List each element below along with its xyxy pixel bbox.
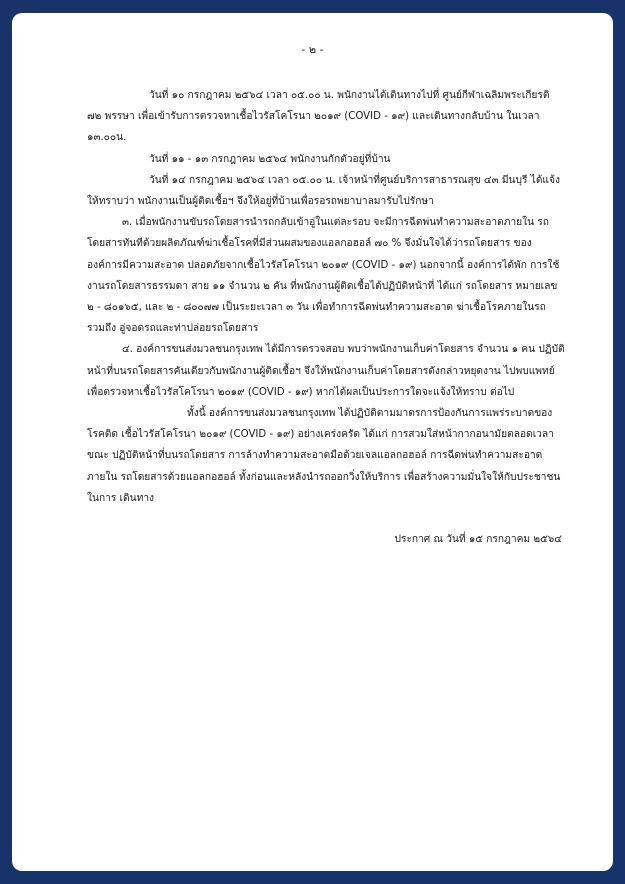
paragraph-item-4: ๔. องค์การขนส่งมวลชนกรุงเทพ ได้มีการตรวจสอบ พบว่าพนักงานเก็บค่าโดยสาร จำนวน ๑ คน ปฏิบัติหน้าที่บนรถโดยสารคันเดียวกับพนักงานผู้ติดเชื้อฯ จึงให้พนักงานเก็บค่าโดยสารดังกล่าวหยุดงาน ไปพบแพทย์ เพื่อตรวจหาเชื้อไวรัสโคโรนา ๒๐๑๙ (COVID - ๑๙) หากได้ผลเป็นประการใดจะแจ้งให้ทราบ ต่อไป xyxy=(87,344,565,398)
paragraph-july-11-13: วันที่ ๑๑ - ๑๓ กรกฎาคม ๒๕๖๔ พนักงานกักตัวอยู่ที่บ้าน xyxy=(149,153,391,165)
page-number: - ๒ - xyxy=(301,43,324,56)
paragraph-measures: ทั้งนี้ องค์การขนส่งมวลชนกรุงเทพ ได้ปฏิบัติตามมาตรการป้องกันการแพร่ระบาดของโรคติด เชื้อไวรัสโคโรนา ๒๐๑๙ (COVID - ๑๙) อย่างเคร่งครัด ได้แก่ การสวมใส่หน้ากากอนามัยตลอดเวลาขณะ ปฏิบัติหน้าที่บนรถโดยสาร การล้างทำความสะอาดมือด้วยเจลแอลกอฮอล์ การฉีดพ่นทำความสะอาดภายใน รถโดยสารด้วยแอลกอฮอล์ ทั้งก่อนและหลังนำรถออกวิ่งให้บริการ เพื่อสร้างความมั่นใจให้กับประชาชนในการ เดินทาง xyxy=(87,408,561,504)
document-body xyxy=(87,85,565,550)
document-page xyxy=(12,13,613,871)
announcement-date: ประกาศ ณ วันที่ ๑๕ กรกฎาคม ๒๕๖๔ xyxy=(394,534,562,546)
paragraph-july-14: วันที่ ๑๔ กรกฎาคม ๒๕๖๔ เวลา ๐๕.๐๐ น. เจ้าหน้าที่ศูนย์บริการสาธารณสุข ๔๓ มีนบุรี ได้แจ้งให้ทราบว่า พนักงานเป็นผู้ติดเชื้อฯ จึงให้อยู่ที่บ้านเพื่อรอรถพยาบาลมารับไปรักษา xyxy=(87,174,560,208)
paragraph-july-10: วันที่ ๑๐ กรกฎาคม ๒๕๖๔ เวลา ๐๕.๐๐ น. พนักงานได้เดินทางไปที่ ศูนย์กีฬาเฉลิมพระเกียรติ ๗๒ พรรษา เพื่อเข้ารับการตรวจหาเชื้อไวรัสโคโรนา ๒๐๑๙ (COVID - ๑๙) และเดินทางกลับบ้าน ในเวลา ๑๓.๐๐น. xyxy=(87,90,550,144)
paragraph-item-3: ๓. เมื่อพนักงานขับรถโดยสารนำรถกลับเข้าอู่ในแต่ละรอบ จะมีการฉีดพ่นทำความสะอาดภายใน รถโดยสารทันทีด้วยผลิตภัณฑ์ฆ่าเชื้อโรคที่มีส่วนผสมของแอลกอฮอล์ ๗๐ % จึงมั่นใจได้ว่ารถโดยสาร ขององค์การมีความสะอาด ปลอดภัยจากเชื้อไวรัสโคโรนา ๒๐๑๙ (COVID - ๑๙) นอกจากนี้ องค์การได้พัก การใช้งานรถโดยสารธรรมดา สาย ๑๑ จำนวน ๒ คัน ที่พนักงานผู้ติดเชื้อได้ปฏิบัติหน้าที่ ได้แก่ รถโดยสาร หมายเลข ๒ - ๘๐๑๖๕, และ ๒ - ๘๐๐๗๗ เป็นระยะเวลา ๓ วัน เพื่อทำการฉีดพ่นทำความสะอาด ฆ่าเชื้อโรคภายในรถ รวมถึง อู่จอดรถและท่าปล่อยรถโดยสาร xyxy=(87,217,560,335)
